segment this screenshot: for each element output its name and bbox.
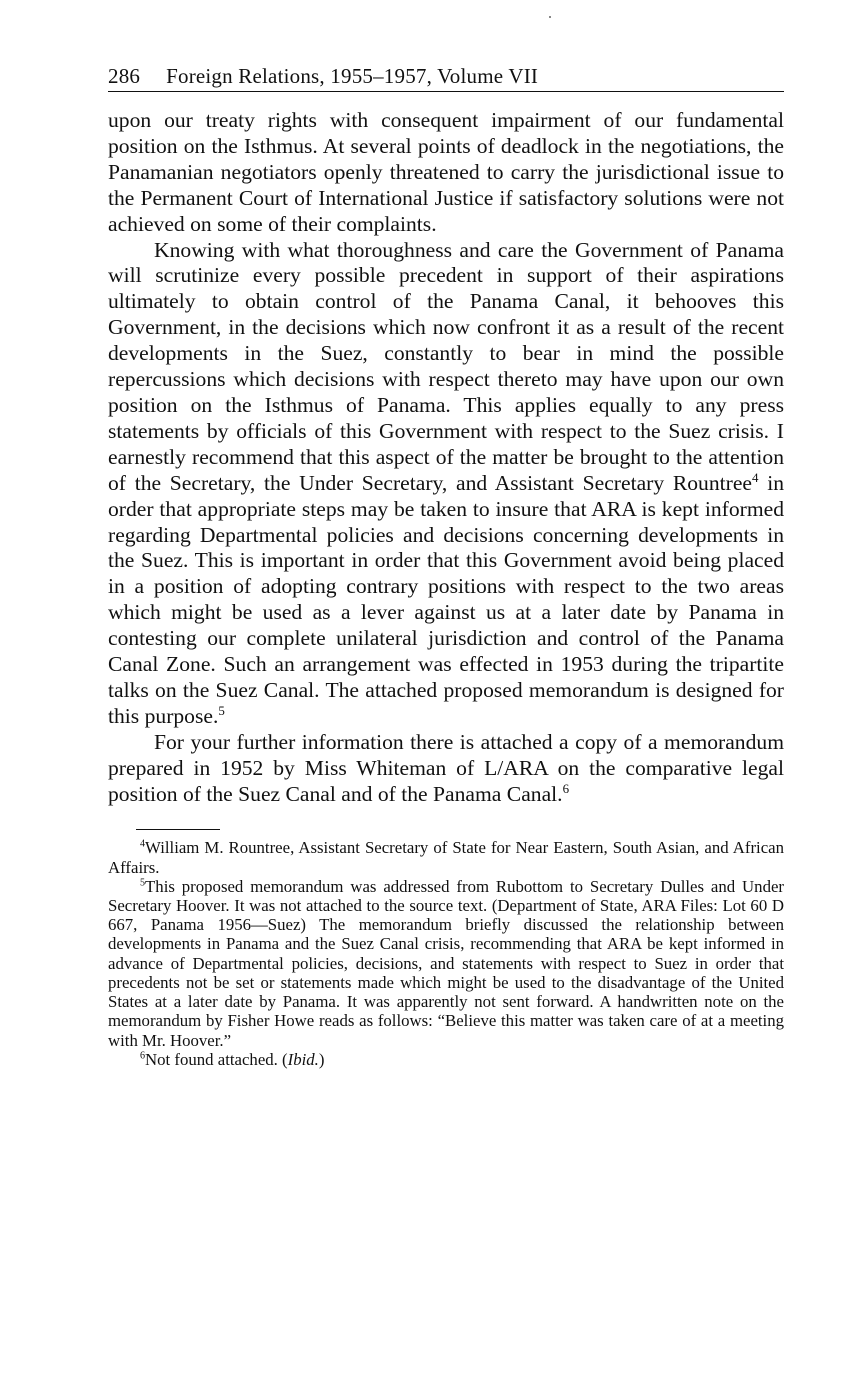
paragraph-3-text: For your further information there is attached a copy of a memorandum prepared in 1952 by Miss Whiteman of L/ARA on the comparative legal position of the Suez Canal and of the Panama Canal. xyxy=(108,729,784,806)
body-text xyxy=(108,108,784,807)
footnote-4 xyxy=(108,838,784,876)
footnote-text: This proposed memorandum was addressed from Rubottom to Secretary Dulles and Under Secretary Hoover. It was not attached to the source text. (Department of State, ARA Files: Lot 60 D 667, Panama 1956—Suez) The memorandum briefly discussed the relationship between developments in Panama and the Suez Canal crisis, recommending that ARA be kept informed in advance of Departmental policies, decisions, and statements with respect to Suez in order that precedents not be set or statements made which might be used to the disadvantage of the United States at a later date by Panama. It was apparently not sent forward. A handwritten note on the memorandum by Fisher Howe reads as follows: “Believe this matter was taken care of at a meeting with Mr. Hoover.” xyxy=(108,876,784,1050)
footnote-5 xyxy=(108,877,784,1050)
footnote-ibid: Ibid. xyxy=(287,1049,319,1069)
footnote-ref-4: 4 xyxy=(752,469,759,485)
footnote-marker: 6 xyxy=(140,1050,146,1062)
paragraph-3 xyxy=(108,730,784,808)
footnote-ref-5: 5 xyxy=(218,702,225,718)
footnotes xyxy=(108,838,784,1068)
paragraph-2-part-b: in order that appropriate steps may be taken to insure that ARA is kept informed regarding Departmental policies and decisions concerning developments in the Suez. This is important in order that this Government avoid being placed in a position of adopting contrary positions with respect to the two areas which might be used as a lever against us at a later date by Panama in contesting our complete unilateral jurisdiction and control of the Panama Canal Zone. Such an arrangement was effected in 1953 during the tripartite talks on the Suez Canal. The attached proposed memorandum is designed for this purpose. xyxy=(108,470,784,728)
paragraph-1: upon our treaty rights with consequent impairment of our fundamental position on the Isthmus. At several points of deadlock in the negotiations, the Panamanian negotiators openly threatened to carry the jurisdictional issue to the Permanent Court of International Justice if satisfactory solutions were not achieved on some of their complaints. xyxy=(108,108,784,236)
footnote-ref-6: 6 xyxy=(562,780,570,796)
footnote-text: William M. Rountree, Assistant Secretary of State for Near Eastern, South Asian, and African Affairs. xyxy=(108,838,784,877)
footnote-text: Not found attached. ( xyxy=(145,1049,288,1069)
running-header xyxy=(108,64,784,92)
footnote-marker: 5 xyxy=(140,877,146,889)
footnote-6 xyxy=(108,1050,784,1069)
paragraph-2-part-a: Knowing with what thoroughness and care the Government of Panama will scrutinize every possible precedent in support of their aspirations ultimately to obtain control of the Panama Canal, it behooves this Government, in the decisions which now confront it as a result of the recent developments in the Suez, constantly to bear in mind the possible repercussions which decisions with respect thereto may have upon our own position on the Isthmus of Panama. This applies equally to any press statements by officials of this Government with respect to the Suez crisis. I earnestly recommend that this aspect of the matter be brought to the attention of the Secretary, the Under Secretary, and Assistant Secretary Rountree xyxy=(108,237,784,495)
scan-speck xyxy=(549,16,551,18)
page-number: 286 xyxy=(108,64,141,88)
footnote-marker: 4 xyxy=(140,838,146,850)
footnote-divider xyxy=(136,829,220,830)
paragraph-2 xyxy=(108,238,784,730)
footnote-text-end: ) xyxy=(318,1049,325,1069)
running-title: Foreign Relations, 1955–1957, Volume VII xyxy=(166,64,539,88)
document-page xyxy=(108,64,784,1069)
